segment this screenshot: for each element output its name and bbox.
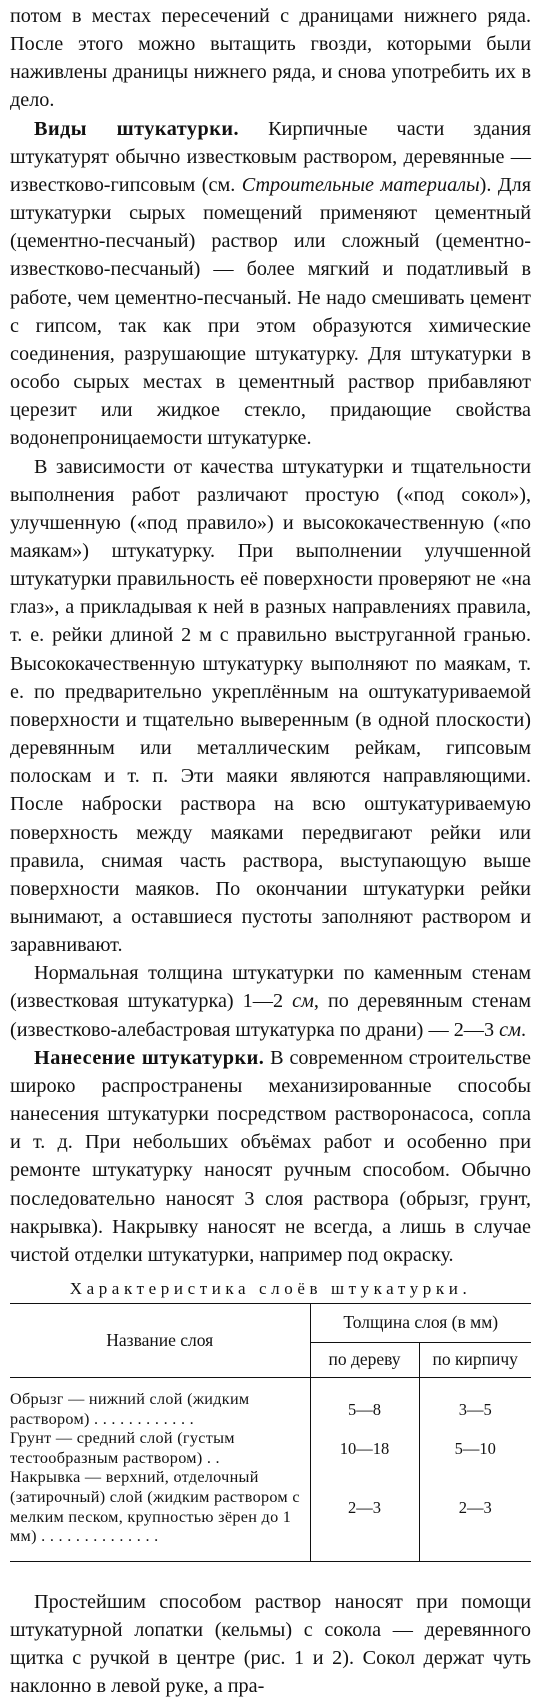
column-header-brick: по кирпичу <box>419 1343 531 1378</box>
thickness-brick-cell: 3—5 <box>419 1390 531 1429</box>
paragraph-application <box>10 1044 531 1269</box>
table-row <box>10 1468 531 1546</box>
paragraph-quality-grades: В зависимости от качества штукатурки и тщательности выполнения работ различают простую («под сокол»), улучшенную («под правило») и высококачественную («по маякам») штукатурку. При выполнении улучшенной штукатурки правильность её поверхности проверяют не «на глаз», а прикладывая к ней в разных направлениях правила, т. е. рейки длиной 2 м с правильно выструганной гранью. Высококачественную штукатурку выполняют по маякам, т. е. по предварительно укреплённым на оштукатуриваемой поверхности и тщательно выверенным (в одной плоскости) деревянным или металлическим рейкам, гипсовым полоскам и т. п. Эти маяки являются направляющими. После наброски раствора на всю оштукатуриваемую поверхность между маяками передвигают рейки или правила, снимая часть раствора, выступающую выше поверхности маяков. По окончании штукатурки рейки вынимают, а оставшиеся пустоты заполняют раствором и заравнивают. <box>10 455 531 957</box>
thickness-wood-cell: 10—18 <box>310 1429 419 1468</box>
paragraph-text: Кирпичные части здания штукатурят обычно известковым раствором, деревянные — известково-гипсовым (см. <box>10 117 531 196</box>
unit-cm: см <box>499 1018 521 1041</box>
document-page <box>10 0 531 1700</box>
layer-name-cell: Накрывка — верхний, отделочный (затирочный) слой (жидким раствором с мелким песком, крупностью зёрен до 1 мм) . . . . . . . . . . . . . . <box>10 1468 300 1546</box>
table-row <box>10 1390 531 1429</box>
thickness-brick-cell: 2—3 <box>419 1468 531 1546</box>
column-header-thickness: Толщина слоя (в мм) <box>310 1304 531 1343</box>
section-heading-plaster-types: Виды штукатурки. <box>34 117 240 140</box>
paragraph-text: ). Для штукатурки сырых помещений применяют цементный (цементно-песчаный) раствор или сложный (цементно-известково-песчаный) — более мягкий и податливый в работе, чем цементно-песчаный. Не надо смешивать цемент с гипсом, так как при этом образуются химические соединения, разрушающие штукатурку. Для штукатурки в особо сырых местах в цементный раствор прибавляют церезит или жидкое стекло, придающие свойства водонепроницаемости штукатурке. <box>10 173 531 450</box>
table-title: Характеристика слоёв штукатурки. <box>69 1279 472 1299</box>
thickness-brick-cell: 5—10 <box>419 1429 531 1468</box>
paragraph-text: Нормальная толщина штукатурки по каменным стенам (известковая штукатурка) 1—2 <box>10 962 531 1013</box>
paragraph-text: . <box>520 1018 527 1041</box>
thickness-wood-cell: 2—3 <box>310 1468 419 1546</box>
thickness-wood-cell: 5—8 <box>310 1390 419 1429</box>
paragraph-normal-thickness <box>10 959 531 1043</box>
paragraph-hand-application: Простейшим способом раствор наносят при помощи штукатурной лопатки (кельмы) с сокола — деревянного щитка с ручкой в центре (рис. 1 и 2). Сокол держат чуть наклонно в левой руке, а пра- <box>10 1590 531 1698</box>
layer-name-cell: Обрызг — нижний слой (жидким раствором) . . . . . . . . . . . . <box>10 1390 250 1428</box>
layers-table <box>10 1303 531 1562</box>
cross-reference: Строительные материалы <box>241 173 480 196</box>
unit-cm: см <box>292 990 314 1013</box>
paragraph-text: , по деревянным стенам (известково-алебастровая штукатурка по драни) — 2—3 <box>10 990 531 1041</box>
column-header-wood: по дереву <box>310 1343 419 1378</box>
column-header-layer-name: Название слоя <box>10 1304 310 1378</box>
paragraph-continuation: потом в местах пересечений с драницами нижнего ряда. После этого можно вытащить гвозди, которыми были наживлены драницы нижнего ряда, и снова употребить их в дело. <box>10 5 531 112</box>
section-heading-application: Нанесение штукатурки. <box>34 1046 265 1069</box>
layer-name-cell: Грунт — средний слой (густым тестообразным раствором) . . <box>10 1429 235 1467</box>
table-row <box>10 1429 531 1468</box>
paragraph-text: В современном строительстве широко распространены механизированные способы нанесения штукатурки посредством растворонасоса, сопла и т. д. При небольших объёмах работ и особенно при ремонте штукатурку наносят ручным способом. Обычно последовательно наносят 3 слоя раствора (обрызг, грунт, накрывка). Накрывку наносят не всегда, а лишь в случае чистой отделки штукатурки, например под окраску. <box>10 1046 531 1266</box>
paragraph-plaster-types <box>10 115 531 453</box>
